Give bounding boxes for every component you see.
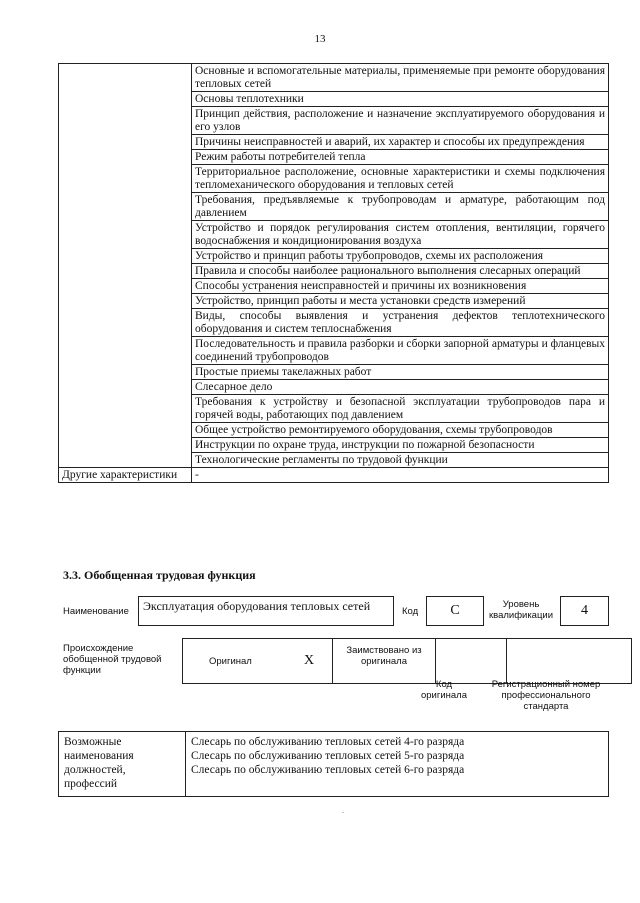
knowledge-item: Режим работы потребителей тепла: [192, 150, 609, 165]
knowledge-label-cell: [59, 64, 192, 468]
jobs-list: [186, 732, 609, 797]
job-item: Слесарь по обслуживанию тепловых сетей 5-го разряда: [191, 750, 465, 762]
knowledge-item: Принцип действия, расположение и назначение эксплуатируемого оборудования и его узлов: [192, 107, 609, 135]
knowledge-item: Простые приемы такелажных работ: [192, 365, 609, 380]
origin-original-cell: [183, 639, 305, 684]
name-label: Наименование: [63, 606, 129, 617]
knowledge-item: Инструкции по охране труда, инструкции по пожарной безопасности: [192, 438, 609, 453]
knowledge-item: Устройство и принцип работы трубопроводов, схемы их расположения: [192, 249, 609, 264]
knowledge-item: Виды, способы выявления и устранения дефектов теплотехнического оборудования и систем теплоснабжения: [192, 309, 609, 337]
function-name-field: Эксплуатация оборудования тепловых сетей: [138, 596, 394, 626]
level-label: Уровень квалификации: [488, 599, 554, 621]
page-number: 13: [314, 33, 326, 45]
knowledge-item: Причины неисправностей и аварий, их характер и способы их предупреждения: [192, 135, 609, 150]
knowledge-item: Правила и способы наиболее рационального выполнения слесарных операций: [192, 264, 609, 279]
knowledge-item: Основы теплотехники: [192, 92, 609, 107]
knowledge-item: Требования к устройству и безопасной эксплуатации трубопроводов пара и горячей воды, работающих под давлением: [192, 395, 609, 423]
knowledge-table: [58, 63, 609, 483]
jobs-row: [59, 732, 609, 797]
jobs-table: [58, 731, 609, 797]
origin-code-cell: [436, 639, 507, 684]
knowledge-item: Слесарное дело: [192, 380, 609, 395]
job-item: Слесарь по обслуживанию тепловых сетей 4-го разряда: [191, 736, 465, 748]
origin-reg-number-cell: [507, 639, 632, 684]
origin-original-label: Оригинал: [209, 655, 252, 667]
knowledge-item: Последовательность и правила разборки и сборки запорной арматуры и фланцевых соединений трубопроводов: [192, 337, 609, 365]
origin-borrowed-cell: Заимствовано из оригинала: [333, 639, 436, 684]
section-title: 3.3. Обобщенная трудовая функция: [63, 568, 256, 582]
other-characteristics-value: -: [192, 468, 609, 483]
origin-label: Происхождение обобщенной трудовой функции: [63, 643, 162, 676]
knowledge-item: Технологические регламенты по трудовой функции: [192, 453, 609, 468]
origin-original-mark: X: [304, 639, 333, 684]
knowledge-item: Устройство, принцип работы и места установки средств измерений: [192, 294, 609, 309]
knowledge-item: Устройство и порядок регулирования систем отопления, вентиляции, горячего водоснабжения и кондиционирования воздуха: [192, 221, 609, 249]
job-item: Слесарь по обслуживанию тепловых сетей 6-го разряда: [191, 764, 465, 776]
knowledge-item: Способы устранения неисправностей и причины их возникновения: [192, 279, 609, 294]
origin-table: [182, 638, 632, 684]
code-value: C: [426, 596, 484, 626]
code-label: Код: [402, 606, 419, 617]
other-characteristics-label: Другие характеристики: [59, 468, 192, 483]
level-value: 4: [560, 596, 609, 626]
knowledge-item: Общее устройство ремонтируемого оборудования, схемы трубопроводов: [192, 423, 609, 438]
knowledge-row: [59, 64, 609, 92]
reg-number-caption: Регистрационный номер профессионального стандарта: [491, 679, 601, 712]
page-mark: .: [342, 806, 344, 815]
knowledge-item: Требования, предъявляемые к трубопроводам и арматуре, работающим под давлением: [192, 193, 609, 221]
knowledge-item: Территориальное расположение, основные характеристики и схемы подключения тепломеханического оборудования и тепловых сетей: [192, 165, 609, 193]
code-original-caption: Код оригинала: [420, 679, 467, 701]
knowledge-item: Основные и вспомогательные материалы, применяемые при ремонте оборудования тепловых сетей: [192, 64, 609, 92]
other-characteristics-row: [59, 468, 609, 483]
jobs-label: Возможные наименования должностей, профессий: [59, 732, 186, 797]
